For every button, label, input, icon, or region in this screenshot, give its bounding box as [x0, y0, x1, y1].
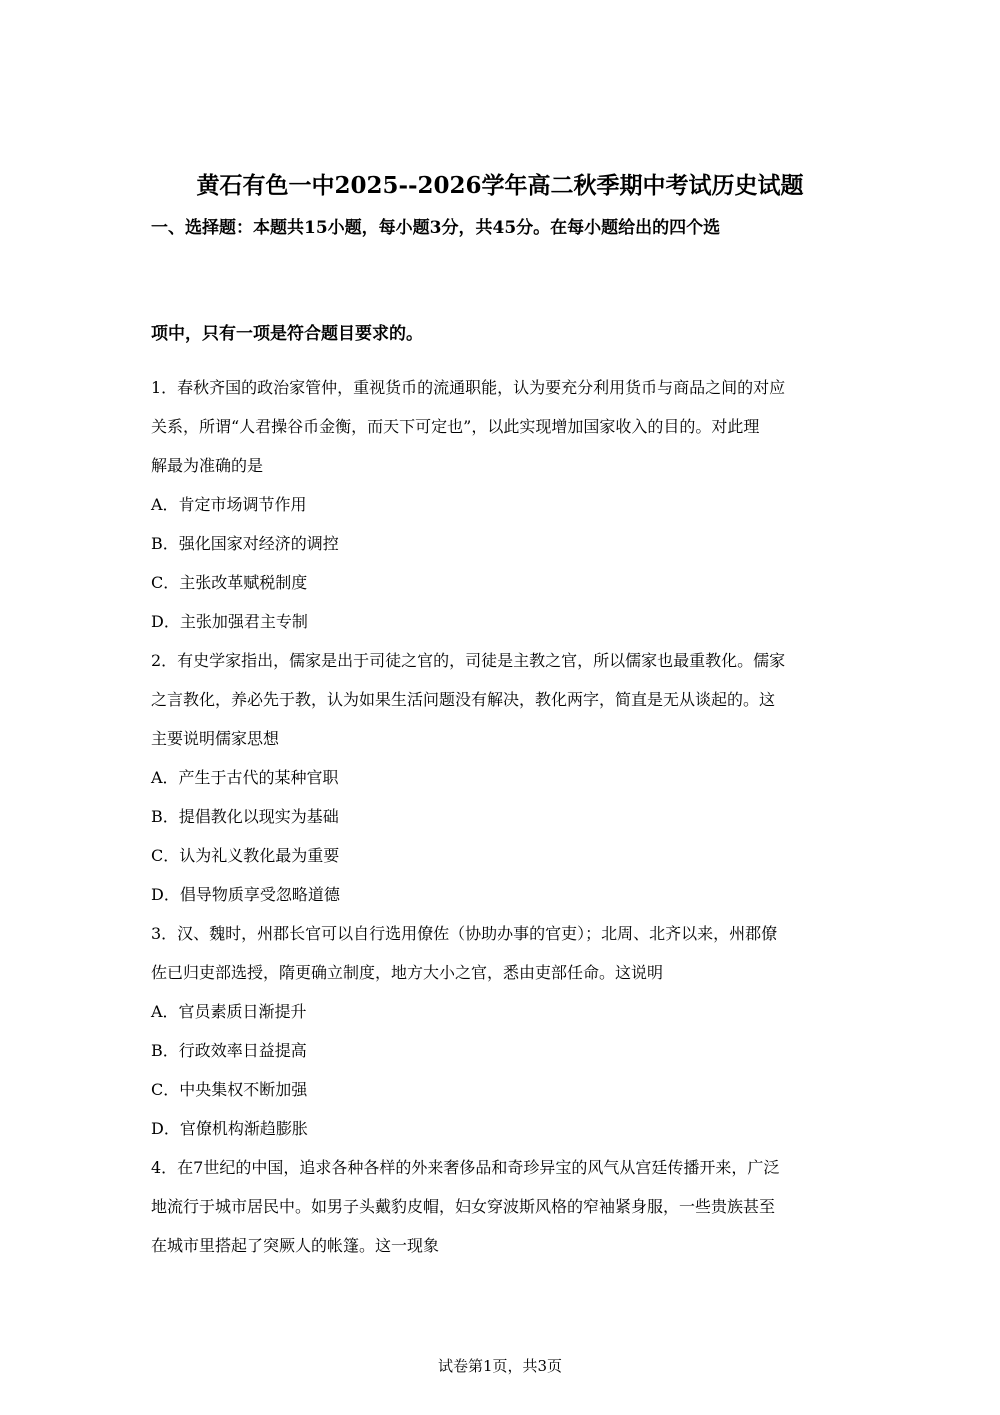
question-stem-line: 主要说明儒家思想 [151, 729, 280, 748]
option-d: D．主张加强君主专制 [151, 612, 308, 631]
option-c: C．主张改革赋税制度 [151, 573, 308, 592]
question-stem-line: 在城市里搭起了突厥人的帐篷。这一现象 [151, 1236, 440, 1255]
question-stem-line: 解最为准确的是 [151, 456, 264, 475]
question-stem-line: 地流行于城市居民中。如男子头戴豹皮帽，妇女穿波斯风格的窄袖紧身服，一些贵族甚至 [151, 1197, 776, 1216]
option-b: B．强化国家对经济的调控 [151, 534, 339, 553]
exam-title: 黄石有色一中2025--2026学年高二秋季期中考试历史试题 [196, 172, 804, 199]
option-c: C．认为礼义教化最为重要 [151, 846, 340, 865]
option-a: A．产生于古代的某种官职 [151, 768, 339, 787]
question-stem-line: 佐已归吏部选授，隋更确立制度，地方大小之官，悉由吏部任命。这说明 [151, 963, 664, 982]
question-stem-line: 3．汉、魏时，州郡长官可以自行选用僚佐（协助办事的官吏）；北周、北齐以来，州郡僚 [151, 924, 778, 943]
option-d: D．官僚机构渐趋膨胀 [151, 1119, 308, 1138]
option-b: B．行政效率日益提高 [151, 1041, 307, 1060]
page-footer: 试卷第1页，共3页 [437, 1357, 563, 1375]
question-stem-line: 关系，所谓“人君操谷币金衡，而天下可定也”，以此实现增加国家收入的目的。对此理 [151, 417, 760, 436]
question-stem-line: 1．春秋齐国的政治家管仲，重视货币的流通职能，认为要充分利用货币与商品之间的对应 [151, 378, 786, 397]
option-a: A．官员素质日渐提升 [151, 1002, 307, 1021]
option-a: A．肯定市场调节作用 [151, 495, 307, 514]
option-d: D．倡导物质享受忽略道德 [151, 885, 340, 904]
question-stem-line: 2．有史学家指出，儒家是出于司徒之官的，司徒是主教之官，所以儒家也最重教化。儒家 [151, 651, 786, 670]
question-stem-line: 之言教化，养必先于教，认为如果生活问题没有解决，教化两字，简直是无从谈起的。这 [151, 690, 776, 709]
section-heading-line-2: 项中，只有一项是符合题目要求的。 [151, 324, 423, 344]
option-c: C．中央集权不断加强 [151, 1080, 308, 1099]
section-heading-line-1: 一、选择题：本题共15小题，每小题3分，共45分。在每小题给出的四个选 [151, 218, 721, 238]
question-stem-line: 4．在7世纪的中国，追求各种各样的外来奢侈品和奇珍异宝的风气从宫廷传播开来，广泛 [151, 1158, 780, 1177]
option-b: B．提倡教化以现实为基础 [151, 807, 339, 826]
